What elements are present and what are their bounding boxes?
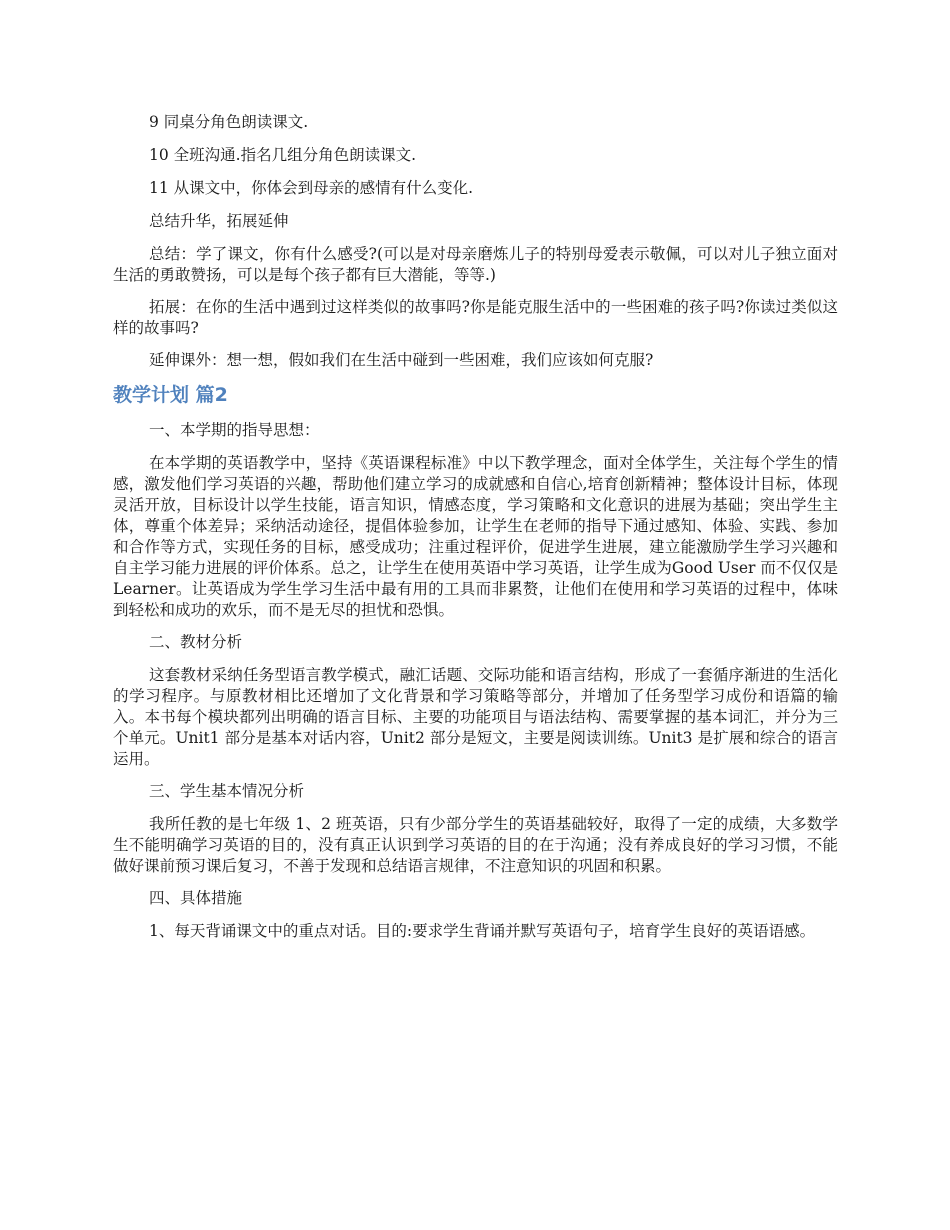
paragraph-extension: 拓展：在你的生活中遇到过这样类似的故事吗?你是能克服生活中的一些困难的孩子吗?你读过类似这样的故事吗?: [113, 298, 838, 337]
document-page: [113, 112, 838, 953]
paragraph-measures-title: 四、具体措施: [149, 889, 243, 907]
paragraph-students-title: 三、学生基本情况分析: [149, 782, 305, 800]
paragraph-textbook-analysis: 这套教材采纳任务型语言教学模式，融汇话题、交际功能和语言结构，形成了一套循序渐进的生活化的学习程序。与原教材相比还增加了文化背景和学习策略等部分，并增加了任务型学习成份和语篇的输入。本书每个模块都列出明确的语言目标、主要的功能项目与语法结构、需要掌握的基本词汇，并分为三个单元。Unit1 部分是基本对话内容，Unit2 部分是短文，主要是阅读训练。Unit3 是扩展和综合的语言运用。: [113, 666, 838, 768]
paragraph-students-analysis: 我所任教的是七年级 1、2 班英语，只有少部分学生的英语基础较好，取得了一定的成绩，大多数学生不能明确学习英语的目的，没有真正认识到学习英语的目的在于沟通；没有养成良好的学习习惯，不能做好课前预习课后复习，不善于发现和总结语言规律，不注意知识的巩固和积累。: [113, 815, 838, 875]
paragraph-step-10: 10 全班沟通.指名几组分角色朗读课文.: [149, 146, 417, 164]
paragraph-guiding-idea: 在本学期的英语教学中，坚持《英语课程标准》中以下教学理念，面对全体学生，关注每个学生的情感，激发他们学习英语的兴趣，帮助他们建立学习的成就感和自信心,培育创新精神；整体设计目标，体现灵活开放，目标设计以学生技能，语言知识，情感态度，学习策略和文化意识的进展为基础；突出学生主体，尊重个体差异；采纳活动途径，提倡体验参加，让学生在老师的指导下通过感知、体验、实践、参加和合作等方式，实现任务的目标，感受成功；注重过程评价，促进学生进展，建立能激励学生学习兴趣和自主学习能力进展的评价体系。总之，让学生在使用英语中学习英语，让学生成为Good User 而不仅仅是Learner。让英语成为学生学习生活中最有用的工具而非累赘，让他们在使用和学习英语的过程中，体味到轻松和成功的欢乐，而不是无尽的担忧和恐惧。: [113, 454, 838, 619]
paragraph-textbook-title: 二、教材分析: [149, 633, 243, 651]
paragraph-step-11: 11 从课文中，你体会到母亲的感情有什么变化.: [149, 179, 474, 197]
paragraph-summary-heading: 总结升华，拓展延伸: [149, 212, 289, 230]
paragraph-measure-1: 1、每天背诵课文中的重点对话。目的:要求学生背诵并默写英语句子，培育学生良好的英语语感。: [149, 922, 816, 940]
paragraph-extracurricular: 延伸课外：想一想，假如我们在生活中碰到一些困难，我们应该如何克服?: [149, 351, 654, 369]
paragraph-guiding-idea-title: 一、本学期的指导思想：: [149, 421, 320, 439]
paragraph-step-9: 9 同桌分角色朗读课文.: [149, 113, 309, 131]
paragraph-summary: 总结：学了课文，你有什么感受?(可以是对母亲磨炼儿子的特别母爱表示敬佩，可以对儿子独立面对生活的勇敢赞扬，可以是每个孩子都有巨大潜能，等等.): [113, 245, 838, 284]
section-heading-plan-2: 教学计划 篇2: [113, 384, 228, 406]
